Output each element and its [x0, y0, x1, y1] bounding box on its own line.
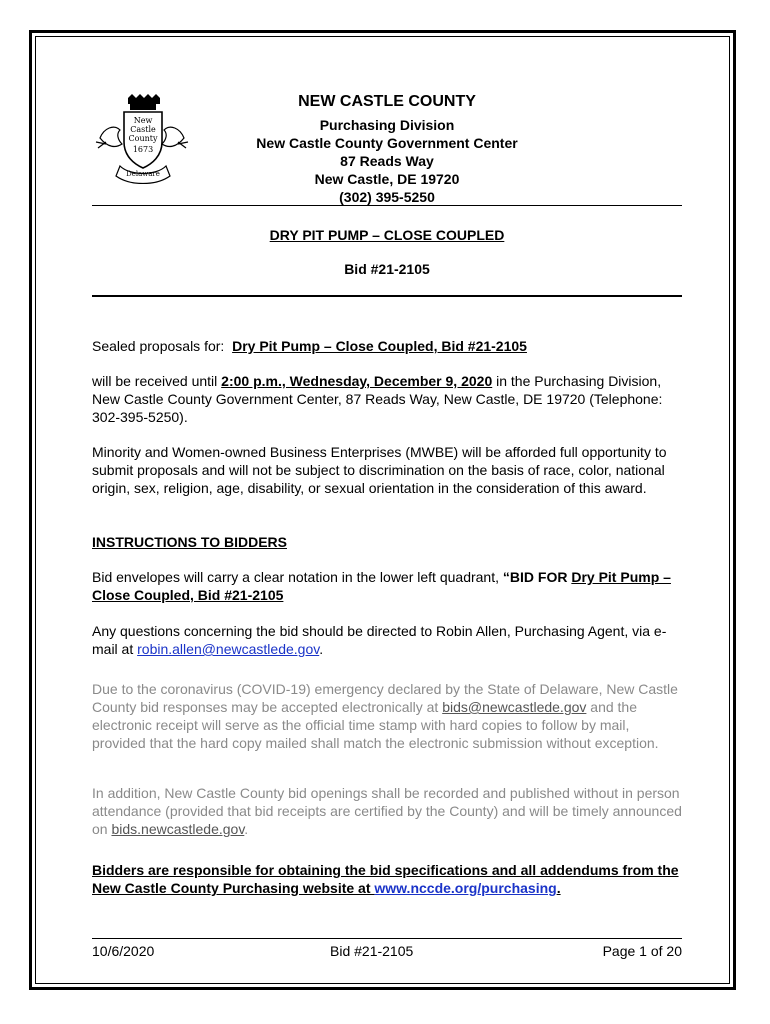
seal-text-line: County: [128, 134, 158, 143]
envelope-quote: “BID FOR: [502, 569, 572, 585]
bids-email-link[interactable]: bids@newcastlede.gov: [442, 699, 587, 715]
bids-site-link[interactable]: bids.newcastlede.gov: [111, 821, 245, 837]
footer-divider: [92, 938, 682, 939]
questions-paragraph: [92, 622, 682, 658]
responsible-after: .: [556, 880, 561, 896]
covid-after: and the electronic receipt will serve as the official time stamp with hard copies to follow by mail, provided that the hard copy mailed shall match the electronic submission without exception.: [92, 699, 659, 751]
county-name-heading: NEW CASTLE COUNTY: [298, 93, 476, 110]
openings-before: In addition, New Castle County bid openings shall be recorded and published without in person attendance (provided that bid receipts are certified by the County) and will be timely announced on: [92, 785, 682, 837]
covid-before: Due to the coronavirus (COVID-19) emergency declared by the State of Delaware, New Castle County bid responses may be accepted electronically at: [92, 681, 678, 715]
envelope-paragraph: [92, 568, 682, 604]
envelope-before: Bid envelopes will carry a clear notation in the lower left quadrant,: [92, 569, 503, 585]
bid-number: Bid #21-2105: [344, 261, 430, 277]
sealed-proposals-line: [92, 337, 682, 355]
seal-text-line: Castle: [130, 125, 156, 134]
openings-paragraph: [92, 784, 682, 838]
envelope-subject: Dry Pit Pump – Close Coupled, Bid #21-2105: [92, 569, 671, 603]
received-after: in the Purchasing Division, New Castle County Government Center, 87 Reads Way, New Castle, DE 19720 (Telephone: 302-395-5250).: [92, 373, 663, 425]
bid-title: DRY PIT PUMP – CLOSE COUPLED: [269, 227, 505, 243]
questions-before: Any questions concerning the bid should be directed to Robin Allen, Purchasing Agent, via e-mail at: [92, 623, 667, 657]
header-line-city: New Castle, DE 19720: [314, 171, 460, 187]
header-divider: [92, 205, 682, 206]
responsible-paragraph: [92, 861, 682, 897]
title-divider: [92, 295, 682, 297]
instructions-heading: INSTRUCTIONS TO BIDDERS: [92, 534, 287, 550]
received-paragraph: [92, 372, 682, 426]
footer-date: 10/6/2020: [92, 943, 155, 959]
mwbe-paragraph: Minority and Women-owned Business Enterprises (MWBE) will be afforded full opportunity to submit proposals and will not be subject to discrimination on the basis of race, color, national origin, sex, religion, age, disability, or sexual orientation in the consideration of this award.: [92, 444, 667, 496]
responsible-text: Bidders are responsible for obtaining the bid specifications and all addendums from the New Castle County Purchasing website at: [92, 862, 679, 896]
seal-text-line: New: [133, 116, 153, 125]
received-before: will be received until: [92, 373, 222, 389]
deadline-text: 2:00 p.m., Wednesday, December 9, 2020: [221, 373, 493, 389]
openings-after: .: [244, 821, 249, 837]
footer-bid-number: Bid #21-2105: [330, 943, 414, 959]
header-line-street: 87 Reads Way: [340, 153, 434, 169]
questions-after: .: [319, 641, 324, 657]
header-line-center: New Castle County Government Center: [256, 135, 518, 151]
covid-paragraph: [92, 680, 682, 752]
seal-motto: Delaware: [126, 170, 160, 178]
purchasing-website-link[interactable]: www.nccde.org/purchasing: [374, 880, 557, 896]
agent-email-link[interactable]: robin.allen@newcastlede.gov: [137, 641, 320, 657]
footer-page-number: Page 1 of 20: [602, 943, 682, 959]
sealed-subject: Dry Pit Pump – Close Coupled, Bid #21-2105: [232, 338, 527, 354]
header-line-division: Purchasing Division: [319, 117, 455, 133]
seal-text-line: 1673: [132, 145, 154, 154]
sealed-prefix: Sealed proposals for:: [92, 338, 225, 354]
header-line-phone: (302) 395-5250: [339, 189, 435, 205]
